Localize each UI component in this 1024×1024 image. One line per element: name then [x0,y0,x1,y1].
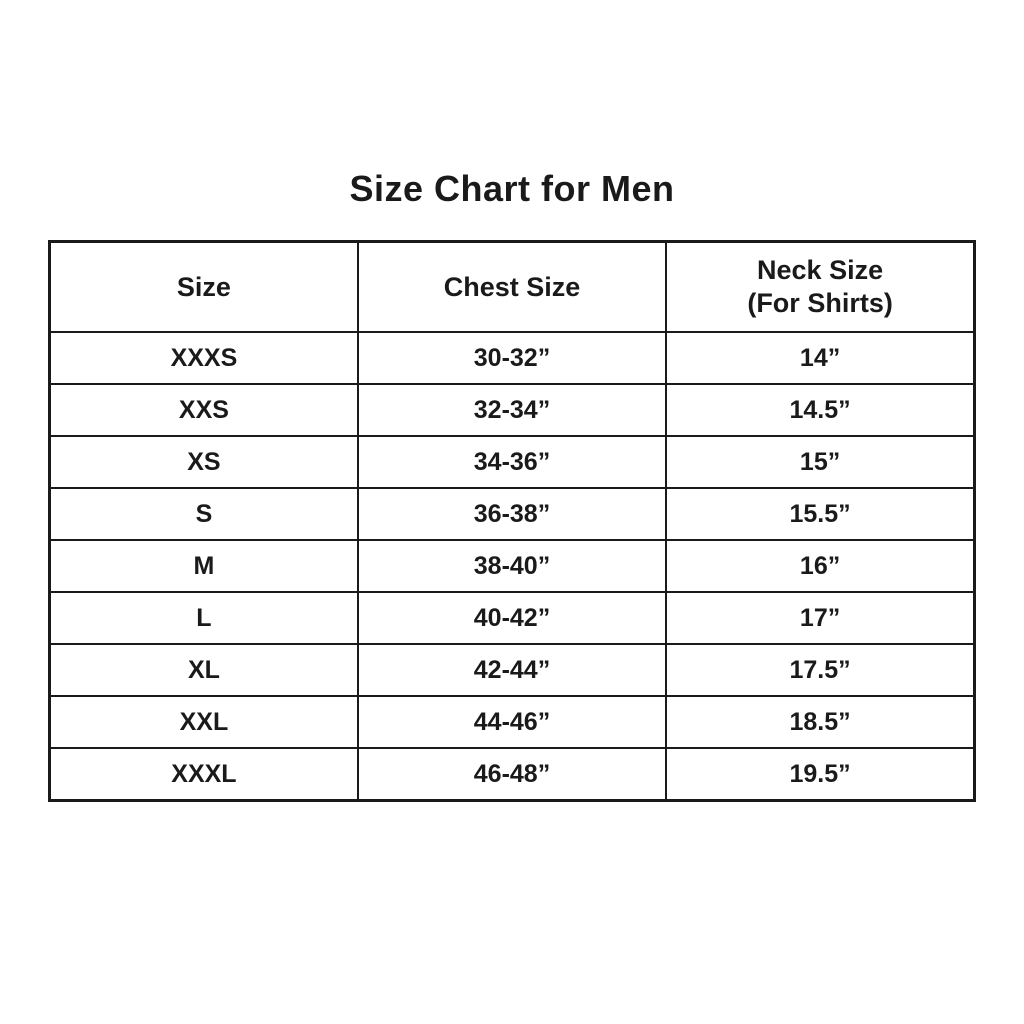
column-header-label: Chest Size [443,271,581,302]
column-header-sublabel: (For Shirts) [747,288,893,319]
table-row [50,592,975,644]
table-cell: 19.5” [666,748,974,801]
column-header-label: Size [176,271,231,302]
table-row [50,748,975,801]
table-row [50,644,975,696]
table-cell: XXL [50,696,358,748]
page-title: Size Chart for Men [349,168,675,209]
table-cell: XXS [50,384,358,436]
table-row [50,436,975,488]
table-body [50,332,975,801]
table-cell: M [50,540,358,592]
table-row [50,696,975,748]
table-cell: 16” [666,540,974,592]
table-cell: 14” [666,332,974,384]
table-cell: 32-34” [358,384,666,436]
table-cell: 38-40” [358,540,666,592]
table-cell: 18.5” [666,696,974,748]
column-header-chest-size [358,242,666,333]
column-header-neck-size [666,242,974,333]
table-cell: XXXS [50,332,358,384]
column-header-label: Neck Size [757,254,884,285]
table-cell: XL [50,644,358,696]
table-cell: 17” [666,592,974,644]
table-cell: 15” [666,436,974,488]
table-cell: XXXL [50,748,358,801]
table-cell: S [50,488,358,540]
table-header [50,242,975,333]
table-cell: 34-36” [358,436,666,488]
table-cell: 30-32” [358,332,666,384]
table-cell: 46-48” [358,748,666,801]
table-row [50,332,975,384]
table-cell: 42-44” [358,644,666,696]
table-cell: 44-46” [358,696,666,748]
table-cell: 14.5” [666,384,974,436]
table-cell: XS [50,436,358,488]
table-header-row [50,242,975,333]
table-row [50,540,975,592]
table-row [50,384,975,436]
table-cell: 17.5” [666,644,974,696]
column-header-size [50,242,358,333]
table-cell: 40-42” [358,592,666,644]
size-chart-table [48,240,976,802]
table-row [50,488,975,540]
table-cell: 15.5” [666,488,974,540]
table-cell: 36-38” [358,488,666,540]
table-cell: L [50,592,358,644]
